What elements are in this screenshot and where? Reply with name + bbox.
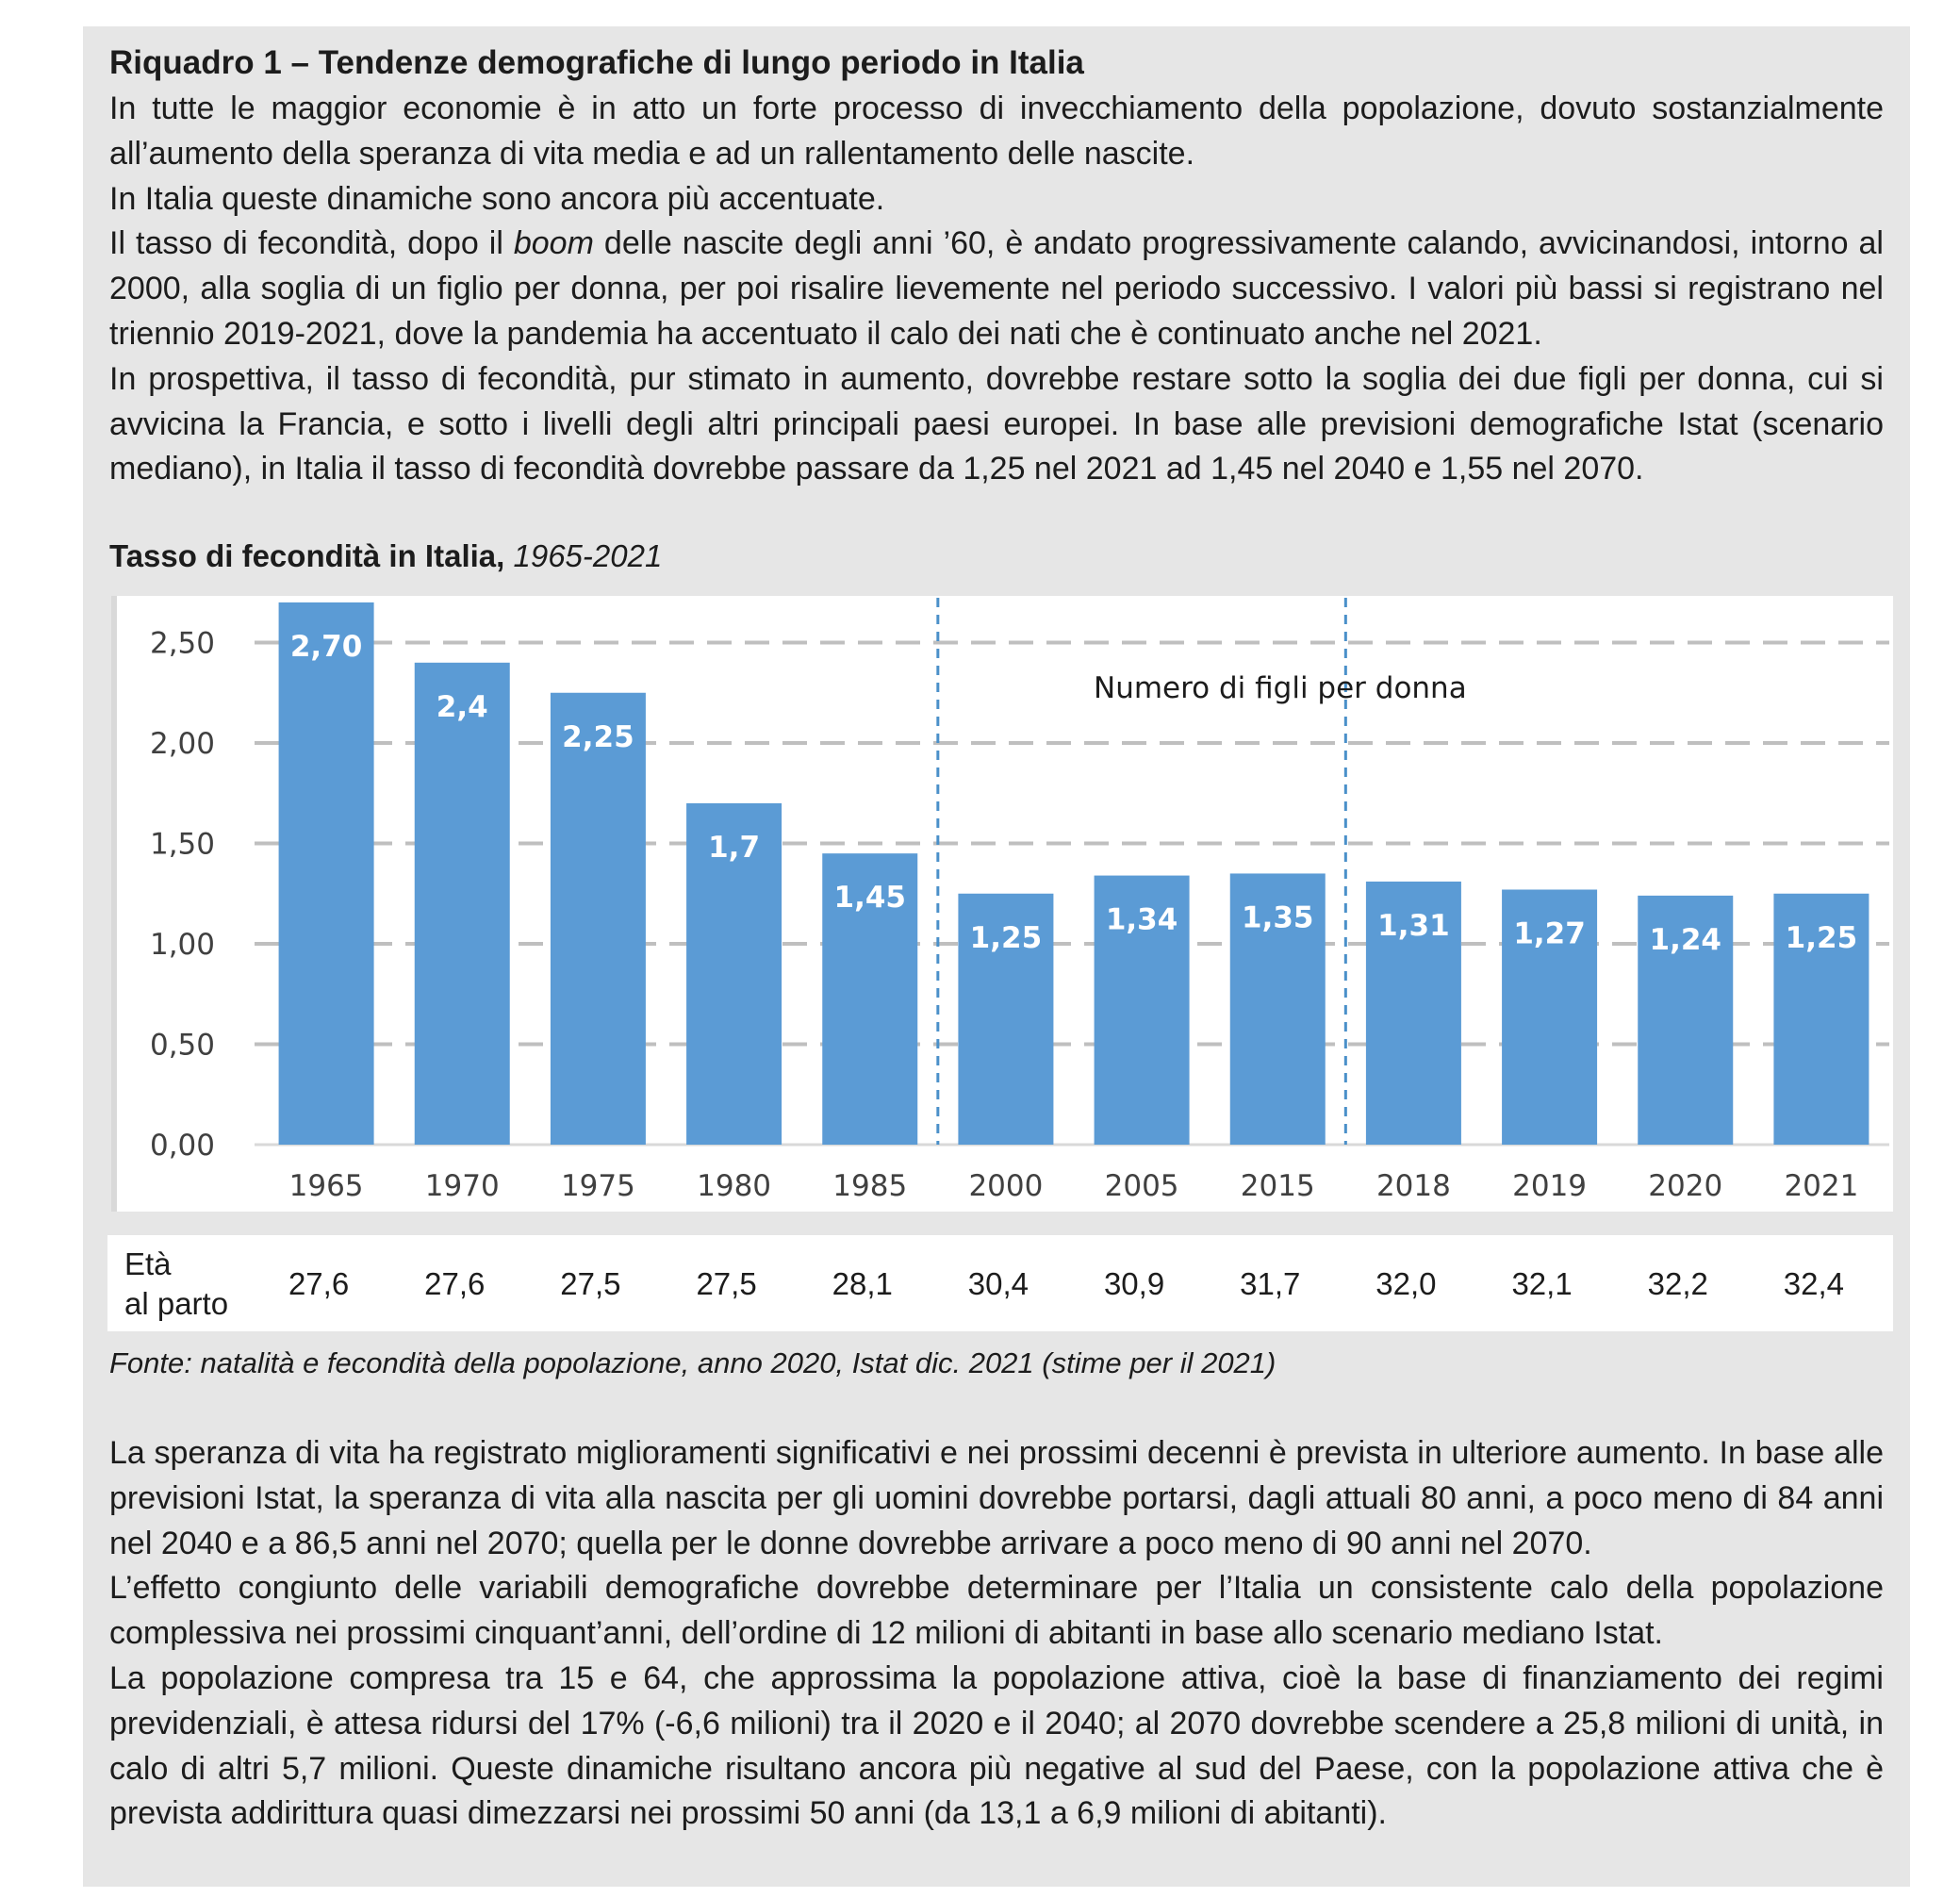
y-tick-label: 2,50: [149, 626, 215, 661]
bar-1975: [551, 693, 646, 1145]
outro-paragraph-2: L’effetto congiunto delle variabili demografiche dovrebbe determinare per l’Italia un consistente calo della popolazione complessiva nei prossimi cinquant’anni, dell’ordine di 12 milioni di abitanti in base allo scenario mediano Istat.: [109, 1570, 1884, 1652]
x-tick-label-2021: 2021: [1784, 1169, 1859, 1203]
age-value-1985: 28,1: [832, 1266, 893, 1301]
chart-annotation: Numero di figli per donna: [1094, 671, 1467, 705]
x-tick-label-1980: 1980: [697, 1169, 772, 1203]
value-label-2015: 1,35: [1242, 900, 1314, 935]
age-value-2019: 32,1: [1511, 1266, 1573, 1301]
x-tick-label-2019: 2019: [1512, 1169, 1588, 1203]
x-tick-label-1975: 1975: [560, 1169, 635, 1203]
age-value-1975: 27,5: [560, 1266, 621, 1301]
value-label-2000: 1,25: [969, 920, 1043, 955]
value-label-1965: 2,70: [289, 629, 363, 664]
x-tick-label-2000: 2000: [968, 1169, 1044, 1203]
age-value-2018: 32,0: [1375, 1266, 1437, 1301]
age-label: Età al parto: [124, 1246, 229, 1321]
chart-panel: [111, 596, 1893, 1212]
y-tick-label: 0,50: [149, 1028, 215, 1063]
y-tick-label: 0,00: [149, 1129, 215, 1163]
value-label-2005: 1,34: [1105, 902, 1178, 937]
intro-paragraph-4: In prospettiva, il tasso di fecondità, pur stimato in aumento, dovrebbe restare sotto la soglia dei due figli per donna, cui si avvicina la Francia, e sotto i livelli degli altri principali paesi europei. In base alle previsioni demografiche Istat (scenario mediano), in Italia il tasso di fecondità dovrebbe passare da 1,25 nel 2021 ad 1,45 nel 2040 e 1,55 nel 2070.: [109, 360, 1884, 487]
outro-paragraph-3: La popolazione compresa tra 15 e 64, che approssima la popolazione attiva, cioè la base di finanziamento dei regimi previdenziali, è attesa ridursi del 17% (-6,6 milioni) tra il 2020 e il 2040; al 2070 dovrebbe scendere a 25,8 milioni di unità, in calo di altri 5,7 milioni. Queste dinamiche risultano ancora più negative al sud del Paese, con la popolazione attiva che è prevista addirittura quasi dimezzarsi nei prossimi 50 anni (da 13,1 a 6,9 milioni di abitanti).: [109, 1659, 1884, 1832]
value-label-2019: 1,27: [1513, 916, 1586, 951]
bar-chart: [117, 596, 1893, 1212]
box-title: Riquadro 1 – Tendenze demografiche di lungo periodo in Italia: [109, 44, 1084, 81]
value-label-1970: 2,4: [436, 689, 488, 724]
age-value-2005: 30,9: [1103, 1266, 1165, 1301]
chart-title: Tasso di fecondità in Italia, 1965-2021: [109, 538, 663, 573]
outro-paragraph-1: La speranza di vita ha registrato miglioramenti significativi e nei prossimi decenni è prevista in ulteriore aumento. In base alle previsioni Istat, la speranza di vita alla nascita per gli uomini dovrebbe portarsi, dagli attuali 80 anni, a poco meno di 84 anni nel 2040 e a 86,5 anni nel 2070; quella per le donne dovrebbe arrivare a poco meno di 90 anni nel 2070.: [109, 1435, 1884, 1561]
value-label-2021: 1,25: [1785, 920, 1858, 955]
intro-paragraph-2: In Italia queste dinamiche sono ancora più accentuate.: [109, 180, 885, 217]
value-label-1975: 2,25: [562, 719, 634, 754]
age-value-1980: 27,5: [696, 1266, 757, 1301]
x-tick-label-1970: 1970: [424, 1169, 500, 1203]
intro-paragraph-1: In tutte le maggior economie è in atto un forte processo di invecchiamento della popolazione, dovuto sostanzialmente all’aumento della speranza di vita media e ad un rallentamento delle nascite.: [109, 91, 1884, 172]
age-value-1965: 27,6: [288, 1266, 350, 1301]
age-row: [107, 1235, 1893, 1331]
x-tick-label-2015: 2015: [1240, 1169, 1315, 1203]
age-value-2021: 32,4: [1783, 1266, 1845, 1301]
value-label-1980: 1,7: [708, 830, 761, 865]
source-note: Fonte: natalità e fecondità della popolazione, anno 2020, Istat dic. 2021 (stime per il 2021): [109, 1346, 1276, 1379]
x-tick-label-2005: 2005: [1104, 1169, 1179, 1203]
x-tick-label-2020: 2020: [1648, 1169, 1723, 1203]
y-tick-label: 2,00: [149, 727, 215, 761]
intro-text: [109, 87, 1884, 492]
x-tick-label-1965: 1965: [288, 1169, 364, 1203]
bar-1970: [415, 663, 510, 1145]
x-tick-label-1985: 1985: [832, 1169, 908, 1203]
x-tick-label-2018: 2018: [1375, 1169, 1451, 1203]
y-tick-label: 1,50: [149, 827, 215, 862]
value-label-2020: 1,24: [1649, 922, 1721, 957]
age-value-2020: 32,2: [1647, 1266, 1708, 1301]
value-label-2018: 1,31: [1377, 908, 1450, 943]
intro-paragraph-3: Il tasso di fecondità, dopo il boom delle nascite degli anni ’60, è andato progressivamente calando, avvicinandosi, intorno al 2000, alla soglia di un figlio per donna, per poi risalire lievemente nel periodo successivo. I valori più bassi si registrano nel triennio 2019-2021, dove la pandemia ha accentuato il calo dei nati che è continuato anche nel 2021.: [109, 225, 1884, 352]
bar-1965: [279, 602, 374, 1145]
age-value-2000: 30,4: [967, 1266, 1029, 1301]
y-tick-label: 1,00: [149, 928, 215, 962]
outro-text: [109, 1431, 1884, 1837]
age-value-2015: 31,7: [1240, 1266, 1301, 1301]
value-label-1985: 1,45: [833, 881, 906, 916]
age-value-1970: 27,6: [424, 1266, 486, 1301]
